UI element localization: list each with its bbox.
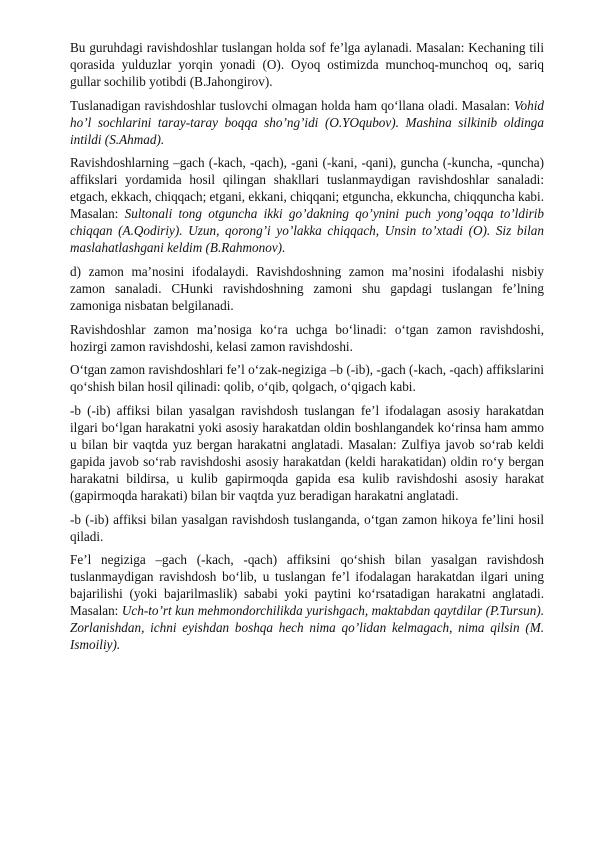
paragraph-1 [70,40,544,91]
paragraph-text: Tuslanadigan ravishdoshlar tuslovchi olmagan holda ham qo‘llana oladi. Masalan: [70,97,514,113]
paragraph-text: Bu guruhdagi ravishdoshlar tuslangan holda sof fe’lga aylanadi. Masalan: Kechaning tili qorasida yulduzlar yorqin yonadi (O). Oyoq ostimizda munchoq-munchoq oq, sariq gullar sochilib yotibdi (B.Jahongirov). [70,40,544,89]
paragraph-3 [70,155,544,256]
paragraph-text: Ravishdoshlar zamon ma’nosiga ko‘ra uchga bo‘linadi: o‘tgan zamon ravishdoshi, hozirgi zamon ravishdoshi, kelasi zamon ravishdoshi. [70,321,544,354]
paragraph-6 [70,362,544,396]
paragraph-text: -b (-ib) affiksi bilan yasalgan ravishdosh tuslanganda, o‘tgan zamon hikoya fe’lini hosil qiladi. [70,511,544,544]
document-body [70,40,544,661]
paragraph-8 [70,512,544,546]
paragraph-example: Sultonali tong otguncha ikki go’dakning qo’ynini puch yong’oqqa to’ldirib chiqqan (A.Qodiriy). Uzun, qorong’i yo’lakka chiqqach, Unsin to’xtadi (O). Siz bilan maslahatlashgani keldim (B.Rahmonov). [70,206,544,255]
paragraph-text: d) zamon ma’nosini ifodalaydi. Ravishdoshning zamon ma’nosini ifodalashi nisbiy zamon sanaladi. CHunki ravishdoshning zamoni shu gapdagi tuslangan fe’lning zamoniga nisbatan belgilanadi. [70,263,544,313]
paragraph-2 [70,98,544,149]
paragraph-9 [70,552,544,653]
paragraph-example: Vohid ho’l sochlarini taray-taray boqqa sho’ng’idi (O.YOqubov). Mashina silkinib oldinga intildi (S.Ahmad). [70,97,544,147]
paragraph-text: -b (-ib) affiksi bilan yasalgan ravishdosh tuslangan fe’l ifodalagan asosiy harakatdan ilgari bo‘lgan harakatni yoki asosiy harakatdan oldin boshlangandek ko‘rinsa ham ammo u bilan bir vaqtda yuz bergan harakatni anglatadi. Masalan: Zulfiya javob so‘rab keldi gapida javob so‘rab ravishdoshi asosiy harakatdan (keldi harakatidan) oldin ro‘y bergan harakatni bildirsa, u kulib gapirmoqda gapida esa kulib ravishdoshi asosiy harakat (gapirmoqda harakati) bilan bir vaqtda yuz beradigan harakatni anglatadi. [70,403,544,503]
paragraph-5 [70,322,544,356]
paragraph-text: Ravishdoshlarning –gach (-kach, -qach), -gani (-kani, -qani), guncha (-kuncha, -quncha) affikslari yordamida hosil qilingan shakllari tuslanmaydigan ravishdoshlar sanaladi: etgach, ekkach, chiqqach; etgani, ekkani, chiqqani; etguncha, ekkuncha, chiqquncha kabi. Masalan: [70,155,544,222]
paragraph-text: Fe’l negiziga –gach (-kach, -qach) affiksini qo‘shish bilan yasalgan ravishdosh tuslanmaydigan ravishdosh bo‘lib, u tuslangan fe’l ifodalagan harakatdan ilgari uning bajarilishi (yoki bajarilmaslik) sababi yoki paytini ko‘rsatadigan harakatni anglatadi. Masalan: [70,552,544,619]
paragraph-7 [70,403,544,504]
paragraph-example: Uch-to’rt kun mehmondorchilikda yurishgach, maktabdan qaytdilar (P.Tursun). Zorlanishdan, ichni eyishdan boshqa hech nima qo’lidan kelmagach, nima qilsin (M. Ismoiliy). [70,603,545,652]
paragraph-text: O‘tgan zamon ravishdoshlari fe’l o‘zak-negiziga –b (-ib), -gach (-kach, -qach) affikslarini qo‘shish bilan hosil qilinadi: qolib, o‘qib, qolgach, o‘qigach kabi. [70,362,544,395]
paragraph-4 [70,264,544,315]
